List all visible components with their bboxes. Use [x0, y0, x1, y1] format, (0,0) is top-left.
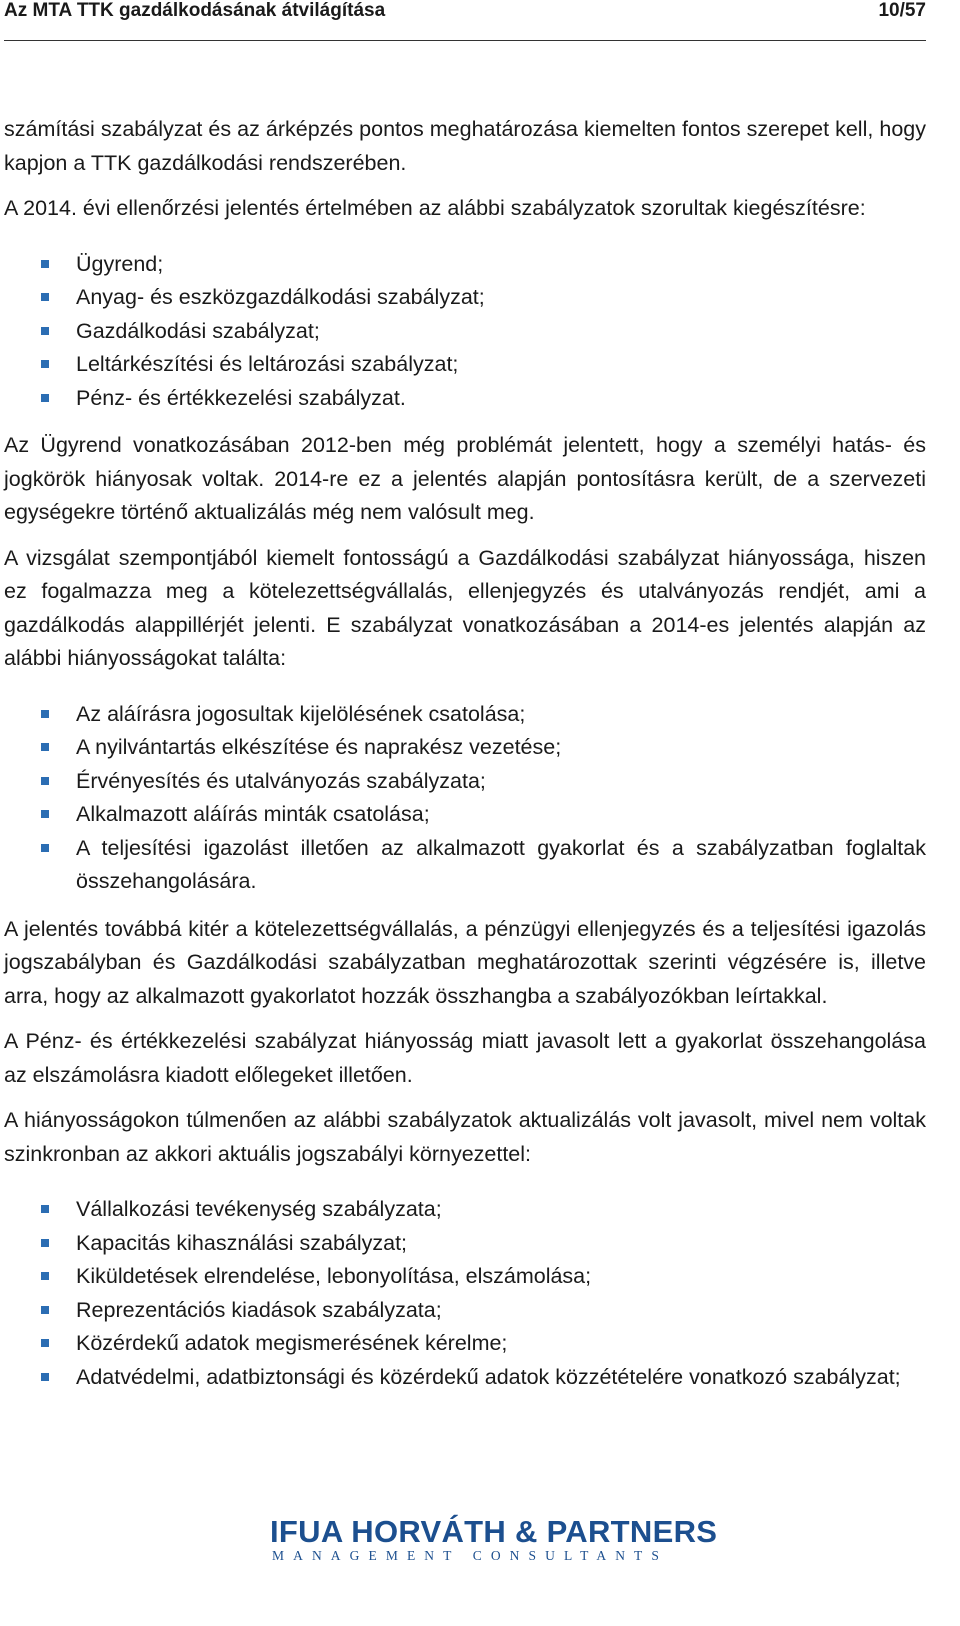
list-item-text: Vállalkozási tevékenység szabályzata;	[76, 1197, 442, 1221]
list-item	[4, 798, 926, 832]
square-bullet-icon	[41, 710, 49, 718]
list-item-text: Az aláírásra jogosultak kijelölésének csatolása;	[76, 701, 526, 726]
paragraph: A Pénz- és értékkezelési szabályzat hiányosság miatt javasolt lett a gyakorlat összehangolása az elszámolásra kiadott előlegeket illetően.	[4, 1029, 926, 1087]
list-item	[4, 348, 926, 382]
paragraph: A 2014. évi ellenőrzési jelentés értelmében az alábbi szabályzatok szorultak kiegészítésre:	[4, 196, 866, 220]
square-bullet-icon	[41, 1306, 49, 1314]
bullet-list	[4, 698, 926, 899]
paragraph: A hiányosságokon túlmenően az alábbi szabályzatok aktualizálás volt javasolt, mivel nem voltak szinkronban az akkori aktuális jogszabályi környezettel:	[4, 1108, 926, 1166]
paragraph: Az Ügyrend vonatkozásában 2012-ben még problémát jelentett, hogy a személyi hatás- és jogkörök hiányosak voltak. 2014-re ez a jelentés alapján pontosításra került, de a szervezeti egységekre történő aktualizálás még nem valósult meg.	[4, 433, 926, 524]
paragraph: A jelentés továbbá kitér a kötelezettségvállalás, a pénzügyi ellenjegyzés és a teljesítési igazolás jogszabályban és Gazdálkodási szabályzatban meghatározottak szerinti végzésére is, illetve arra, hogy az alkalmazott gyakorlatot hozzák összhangba a szabályozókban leírtakkal.	[4, 916, 926, 1008]
list-item-text: Anyag- és eszközgazdálkodási szabályzat;	[76, 285, 485, 309]
logo-tagline: MANAGEMENT CONSULTANTS	[272, 1548, 669, 1563]
square-bullet-icon	[41, 1373, 49, 1381]
paragraph: számítási szabályzat és az árképzés pontos meghatározása kiemelten fontos szerepet kell, hogy kapjon a TTK gazdálkodási rendszerében.	[4, 117, 926, 175]
list-item	[4, 315, 926, 349]
square-bullet-icon	[41, 810, 49, 818]
list-item-text: Alkalmazott aláírás minták csatolása;	[76, 802, 430, 826]
list-item-text: Ügyrend;	[76, 251, 164, 276]
document-title: Az MTA TTK gazdálkodásának átvilágítása	[4, 0, 386, 21]
square-bullet-icon	[41, 260, 49, 268]
square-bullet-icon	[41, 293, 49, 301]
square-bullet-icon	[41, 1239, 49, 1247]
list-item	[4, 281, 926, 315]
list-item	[4, 382, 926, 416]
list-item-text: Leltárkészítési és leltározási szabályzat;	[76, 352, 459, 376]
list-item-text: Közérdekű adatok megismerésének kérelme;	[76, 1331, 508, 1355]
page-header	[4, 0, 926, 41]
list-item	[4, 1361, 926, 1395]
square-bullet-icon	[41, 1339, 49, 1347]
logo-wordmark: IFUA HORVÁTH & PARTNERS	[270, 1514, 718, 1549]
list-item-text: Érvényesítés és utalványozás szabályzata;	[76, 768, 486, 793]
list-item-text: Adatvédelmi, adatbiztonsági és közérdekű adatok közzétételére vonatkozó szabályzat;	[76, 1364, 901, 1389]
list-item	[4, 1260, 926, 1294]
paragraph: A vizsgálat szempontjából kiemelt fontosságú a Gazdálkodási szabályzat hiányossága, hiszen ez fogalmazza meg a kötelezettségvállalás, ellenjegyzés és utalványozás rendjét, ami a gazdálkodás alappillérjét jelenti. E szabályzat vonatkozásában a 2014-es jelentés alapján az alábbi hiányosságokat találta:	[4, 545, 926, 670]
square-bullet-icon	[41, 743, 49, 751]
list-item-text: Reprezentációs kiadások szabályzata;	[76, 1297, 442, 1322]
page-number: 10/57	[878, 0, 926, 21]
square-bullet-icon	[41, 844, 49, 852]
document-body	[4, 113, 926, 1406]
list-item	[4, 1227, 926, 1261]
list-item	[4, 731, 926, 765]
square-bullet-icon	[41, 360, 49, 368]
square-bullet-icon	[41, 1205, 49, 1213]
list-item-text: Gazdálkodási szabályzat;	[76, 318, 320, 343]
square-bullet-icon	[41, 327, 49, 335]
list-item-text: A teljesítési igazolást illetően az alkalmazott gyakorlat és a szabályzatban foglaltak összehangolására.	[76, 835, 926, 893]
list-item	[4, 832, 926, 899]
square-bullet-icon	[41, 777, 49, 785]
list-item	[4, 1294, 926, 1328]
list-item	[4, 1327, 926, 1361]
list-item-text: Pénz- és értékkezelési szabályzat.	[76, 385, 406, 410]
list-item	[4, 698, 926, 732]
square-bullet-icon	[41, 394, 49, 402]
list-item	[4, 1193, 926, 1227]
list-item-text: A nyilvántartás elkészítése és naprakész vezetése;	[76, 735, 562, 759]
bullet-list	[4, 1193, 926, 1394]
list-item-text: Kiküldetések elrendelése, lebonyolítása, elszámolása;	[76, 1264, 592, 1288]
list-item	[4, 765, 926, 799]
bullet-list	[4, 248, 926, 416]
list-item	[4, 248, 926, 282]
square-bullet-icon	[41, 1272, 49, 1280]
list-item-text: Kapacitás kihasználási szabályzat;	[76, 1230, 408, 1255]
company-logo	[270, 1514, 718, 1563]
